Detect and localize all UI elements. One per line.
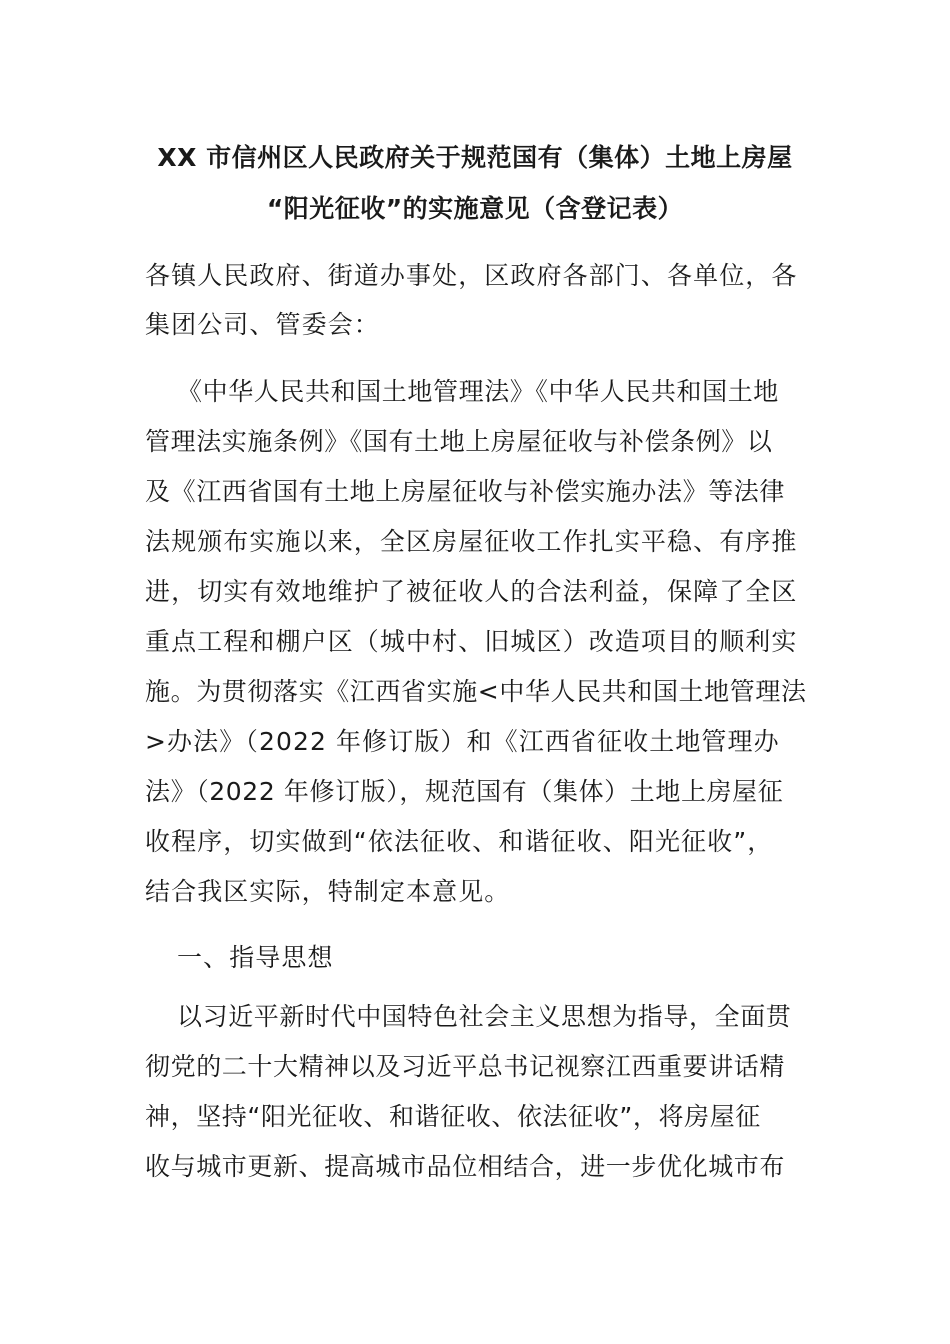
paragraph-1-line-1: 《中华人民共和国土地管理法》《中华人民共和国土地 [177, 377, 779, 406]
paragraph-2-line-4: 收与城市更新、提高城市品位相结合，进一步优化城市布 [145, 1152, 786, 1181]
paragraph-2-line-2: 彻党的二十大精神以及习近平总书记视察江西重要讲话精 [145, 1052, 786, 1081]
paragraph-2-line-1: 以习近平新时代中国特色社会主义思想为指导，全面贯 [177, 1002, 792, 1031]
paragraph-1-line-7: 施。为贯彻落实《江西省实施<中华人民共和国土地管理法 [145, 677, 807, 706]
paragraph-1-line-5: 进，切实有效地维护了被征收人的合法利益，保障了全区 [145, 577, 798, 606]
section-1-heading: 一、指导思想 [177, 943, 334, 972]
paragraph-1-line-2: 管理法实施条例》《国有土地上房屋征收与补偿条例》以 [145, 427, 773, 456]
paragraph-2-line-3: 神，坚持“阳光征收、和谐征收、依法征收”，将房屋征 [145, 1102, 761, 1131]
document-title-line-2: “阳光征收”的实施意见（含登记表） [266, 194, 684, 223]
addressee-line-2: 集团公司、管委会： [145, 310, 380, 339]
addressee-line-1: 各镇人民政府、街道办事处，区政府各部门、各单位，各 [145, 261, 798, 290]
paragraph-1-line-9: 法》（2022 年修订版），规范国有（集体）土地上房屋征 [145, 777, 784, 806]
paragraph-1-line-10: 收程序，切实做到“依法征收、和谐征收、阳光征收”， [145, 827, 774, 856]
paragraph-1-line-8: >办法》（2022 年修订版）和《江西省征收土地管理办 [145, 727, 780, 756]
paragraph-1-line-6: 重点工程和棚户区（城中村、旧城区）改造项目的顺利实 [145, 627, 798, 656]
paragraph-1-line-11: 结合我区实际，特制定本意见。 [145, 877, 511, 906]
document-title-line-1: XX 市信州区人民政府关于规范国有（集体）土地上房屋 [157, 143, 793, 172]
paragraph-1-line-3: 及《江西省国有土地上房屋征收与补偿实施办法》等法律 [145, 477, 786, 506]
paragraph-1-line-4: 法规颁布实施以来，全区房屋征收工作扎实平稳、有序推 [145, 527, 798, 556]
